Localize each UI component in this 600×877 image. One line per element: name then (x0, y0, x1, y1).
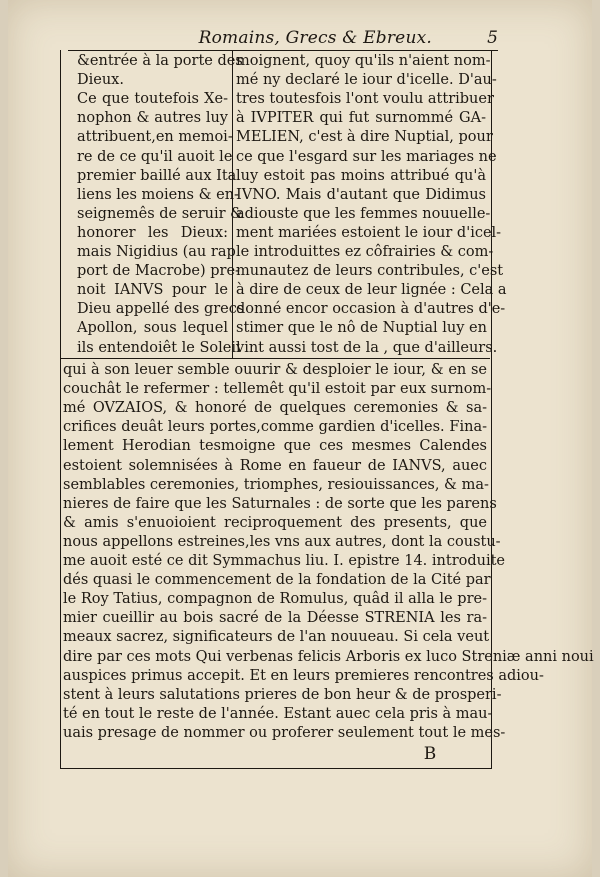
text-line: Ce que toutefois Xe- (77, 91, 228, 108)
text-line: munautez de leurs contribules, c'est (236, 263, 504, 280)
text-line: stent à leurs salutations prieres de bon heur & de prosperi- (63, 686, 502, 703)
text-line: à IVPITER qui fut surnommé GA- (236, 110, 486, 127)
text-line: IVNO. Mais d'autant que Didimus (236, 186, 486, 203)
text-line: té en tout le reste de l'année. Estant auec cela pris à mau- (63, 705, 493, 722)
text-line: estoient solemnisées à Rome en faueur de IANVS, auec (63, 457, 487, 474)
text-line: dés quasi le commencement de la fondation de la Cité par (63, 572, 491, 589)
text-line: ment mariées estoient le iour d'icel- (236, 224, 502, 241)
text-line: honorer les Dieux: (77, 224, 228, 241)
running-head: Romains, Grecs & Ebreux. (198, 28, 432, 48)
text-line: re de ce qu'il auoit le (77, 148, 233, 165)
text-line: adiouste que les femmes nouuelle- (236, 205, 491, 222)
text-line: attribuent,en memoi- (77, 129, 233, 146)
text-line: Apollon, sous lequel (77, 320, 228, 337)
text-line: le Roy Tatius, compagnon de Romulus, quâd il alla le pre- (63, 591, 487, 608)
text-line: à dire de ceux de leur lignée : Cela a (236, 282, 507, 299)
text-line: ce que l'esgard sur les mariages ne (236, 148, 497, 165)
text-line: mais Nigidius (au rap (77, 244, 236, 260)
text-line: qui à son leuer semble ouurir & desploier le iour, & en se (63, 362, 487, 378)
text-line: seignemês de seruir & (77, 205, 244, 222)
text-line: MELIEN, c'est à dire Nuptial, pour (236, 129, 493, 146)
text-line: ils entendoiêt le Soleil (77, 339, 241, 356)
text-line: uais presage de nommer ou proferer seulement tout le mes- (63, 724, 506, 741)
page-header (68, 26, 498, 51)
text-line: crifices deuât leurs portes,comme gardien d'icelles. Fina- (63, 419, 487, 436)
text-line: &entrée à la porte des (77, 53, 243, 69)
text-line: moignent, quoy qu'ils n'aient nom- (236, 53, 491, 69)
text-line: meaux sacrez, significateurs de l'an nouueau. Si cela veut (63, 629, 490, 646)
text-line: mé ny declaré le iour d'icelle. D'au- (236, 72, 497, 89)
text-line: nous appellons estreines,les vns aux autres, dont la coustu- (63, 533, 501, 550)
text-line: donné encor occasion à d'autres d'e- (236, 301, 506, 318)
text-line: mier cueillir au bois sacré de la Déesse STRENIA les ra- (63, 610, 487, 627)
text-line: couchât le refermer : tellemêt qu'il estoit par eux surnom- (63, 381, 492, 398)
text-line: me auoit esté ce dit Symmachus liu. I. epistre 14. introduite (63, 553, 506, 569)
text-line: auspices primus accepit. Et en leurs premieres rencontres adiou- (63, 667, 544, 684)
text-line: dire par ces mots Qui verbenas felicis Arboris ex luco Streniæ anni noui (63, 648, 594, 665)
text-line: mé OVZAIOS, & honoré de quelques ceremonies & sa- (63, 400, 487, 417)
text-line: noit IANVS pour le (77, 282, 228, 299)
text-line: liens les moiens & en- (77, 186, 239, 203)
text-line: le introduittes ez côfrairies & com- (236, 244, 494, 260)
text-line: port de Macrobe) pre- (77, 263, 240, 280)
text-line: lement Herodian tesmoigne que ces mesmes Calendes (63, 438, 487, 455)
text-line: luy estoit pas moins attribué qu'à (236, 167, 486, 184)
text-line: Dieu appellé des grecs (77, 301, 245, 318)
column-end-rule (60, 358, 490, 359)
text-line: premier baillé aux Ita (77, 167, 237, 184)
text-line: semblables ceremonies, triomphes, resiouissances, & ma- (63, 476, 489, 493)
text-line: tres toutesfois l'ont voulu attribuer (236, 91, 494, 108)
signature-mark: B (423, 744, 437, 764)
text-line: stimer que le nô de Nuptial luy en (236, 320, 487, 337)
text-line: vint aussi tost de la , que d'ailleurs. (236, 339, 498, 356)
text-line: Dieux. (77, 72, 124, 89)
text-line: nophon & autres luy (77, 110, 228, 127)
text-line: nieres de faire que les Saturnales : de sorte que les parens (63, 495, 497, 512)
page-number: 5 (487, 28, 498, 48)
text-line: & amis s'enuoioient reciproquement des presents, que (63, 514, 487, 531)
